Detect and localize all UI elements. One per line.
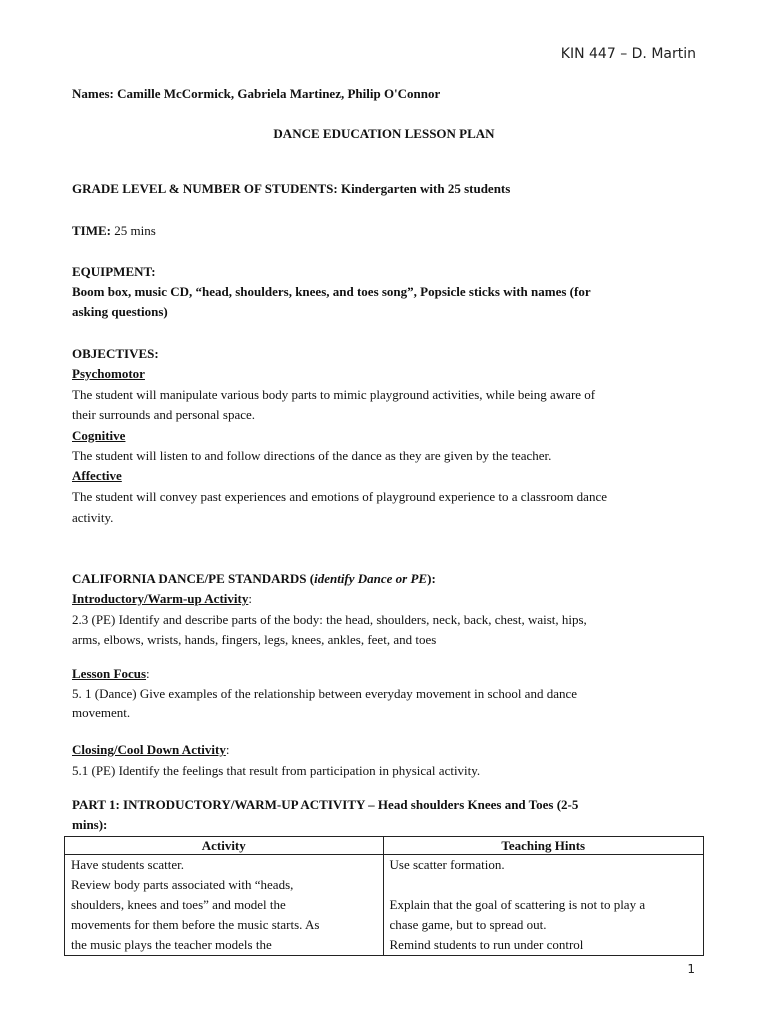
closing-colon: : — [225, 742, 230, 757]
hint-line — [390, 875, 698, 895]
time-line — [72, 221, 696, 241]
grade-value: Kindergarten with 25 students — [340, 181, 511, 196]
standards-label-italic: identify Dance or PE — [314, 571, 428, 586]
standards-label-a: CALIFORNIA DANCE/PE STANDARDS ( — [72, 571, 315, 586]
hint-line: Explain that the goal of scattering is not to play a — [389, 897, 646, 912]
time-label: TIME: — [72, 223, 111, 238]
warmup-line-1: 2.3 (PE) Identify and describe parts of the body: the head, shoulders, neck, back, chest, waist, hips, — [72, 612, 587, 627]
activity-line: the music plays the teacher models the — [71, 937, 272, 952]
equipment-label: EQUIPMENT: — [72, 264, 156, 279]
objectives-label: OBJECTIVES: — [72, 346, 159, 361]
activity-line: movements for them before the music starts. As — [71, 917, 320, 932]
page-title: DANCE EDUCATION LESSON PLAN — [273, 126, 495, 141]
hint-line: Use scatter formation. — [389, 857, 505, 872]
names-line — [72, 84, 696, 104]
warmup-heading: Introductory/Warm-up Activity — [72, 591, 249, 606]
activity-line: Have students scatter. — [71, 857, 184, 872]
activity-table — [64, 836, 704, 956]
names-label: Names: — [72, 86, 114, 101]
activity-cell — [65, 855, 384, 956]
course-header: KIN 447 – D. Martin — [560, 46, 696, 62]
part1-line-2: mins): — [72, 817, 108, 832]
cognitive-heading: Cognitive — [72, 428, 126, 443]
cognitive-line-1: The student will listen to and follow directions of the dance as they are given by the teacher. — [72, 448, 552, 463]
equipment-line-2: asking questions) — [72, 304, 168, 319]
warmup-heading-line — [72, 589, 696, 609]
standards-label — [72, 569, 696, 589]
table-row — [65, 855, 704, 956]
focus-heading: Lesson Focus — [72, 666, 147, 681]
page-number: 1 — [687, 962, 695, 976]
affective-heading: Affective — [72, 468, 122, 483]
standards-label-b: ): — [427, 571, 436, 586]
activity-line: shoulders, knees and toes” and model the — [71, 897, 286, 912]
closing-line-1: 5.1 (PE) Identify the feelings that result from participation in physical activity. — [72, 763, 481, 778]
equipment-line-1: Boom box, music CD, “head, shoulders, knees, and toes song”, Popsicle sticks with names (for — [72, 284, 591, 299]
hints-column-header: Teaching Hints — [383, 837, 704, 855]
closing-heading-line — [72, 740, 696, 760]
psychomotor-line-2: their surrounds and personal space. — [72, 407, 256, 422]
grade-label: GRADE LEVEL & NUMBER OF STUDENTS: — [72, 181, 338, 196]
affective-line-1: The student will convey past experiences and emotions of playground experience to a classroom dance — [72, 489, 607, 504]
grade-line — [72, 179, 696, 199]
activity-column-header: Activity — [65, 837, 384, 855]
hint-line: Remind students to run under control — [389, 937, 584, 952]
focus-line-1: 5. 1 (Dance) Give examples of the relationship between everyday movement in school and dance — [72, 686, 578, 701]
closing-heading: Closing/Cool Down Activity — [72, 742, 226, 757]
activity-line: Review body parts associated with “heads, — [71, 877, 294, 892]
affective-line-2: activity. — [72, 510, 114, 525]
time-value: 25 mins — [114, 223, 156, 238]
part1-line-1: PART 1: INTRODUCTORY/WARM-UP ACTIVITY – Head shoulders Knees and Toes (2-5 — [72, 797, 579, 812]
warmup-colon: : — [248, 591, 252, 606]
hint-line: chase game, but to spread out. — [389, 917, 547, 932]
psychomotor-heading: Psychomotor — [72, 366, 145, 381]
psychomotor-line-1: The student will manipulate various body parts to mimic playground activities, while being aware of — [72, 387, 596, 402]
hints-cell — [383, 855, 704, 956]
focus-line-2: movement. — [72, 705, 131, 720]
table-header-row — [65, 837, 704, 855]
focus-heading-line — [72, 664, 696, 684]
names-value: Camille McCormick, Gabriela Martinez, Philip O'Connor — [117, 86, 441, 101]
warmup-line-2: arms, elbows, wrists, hands, fingers, legs, knees, ankles, feet, and toes — [72, 632, 437, 647]
focus-colon: : — [146, 666, 150, 681]
